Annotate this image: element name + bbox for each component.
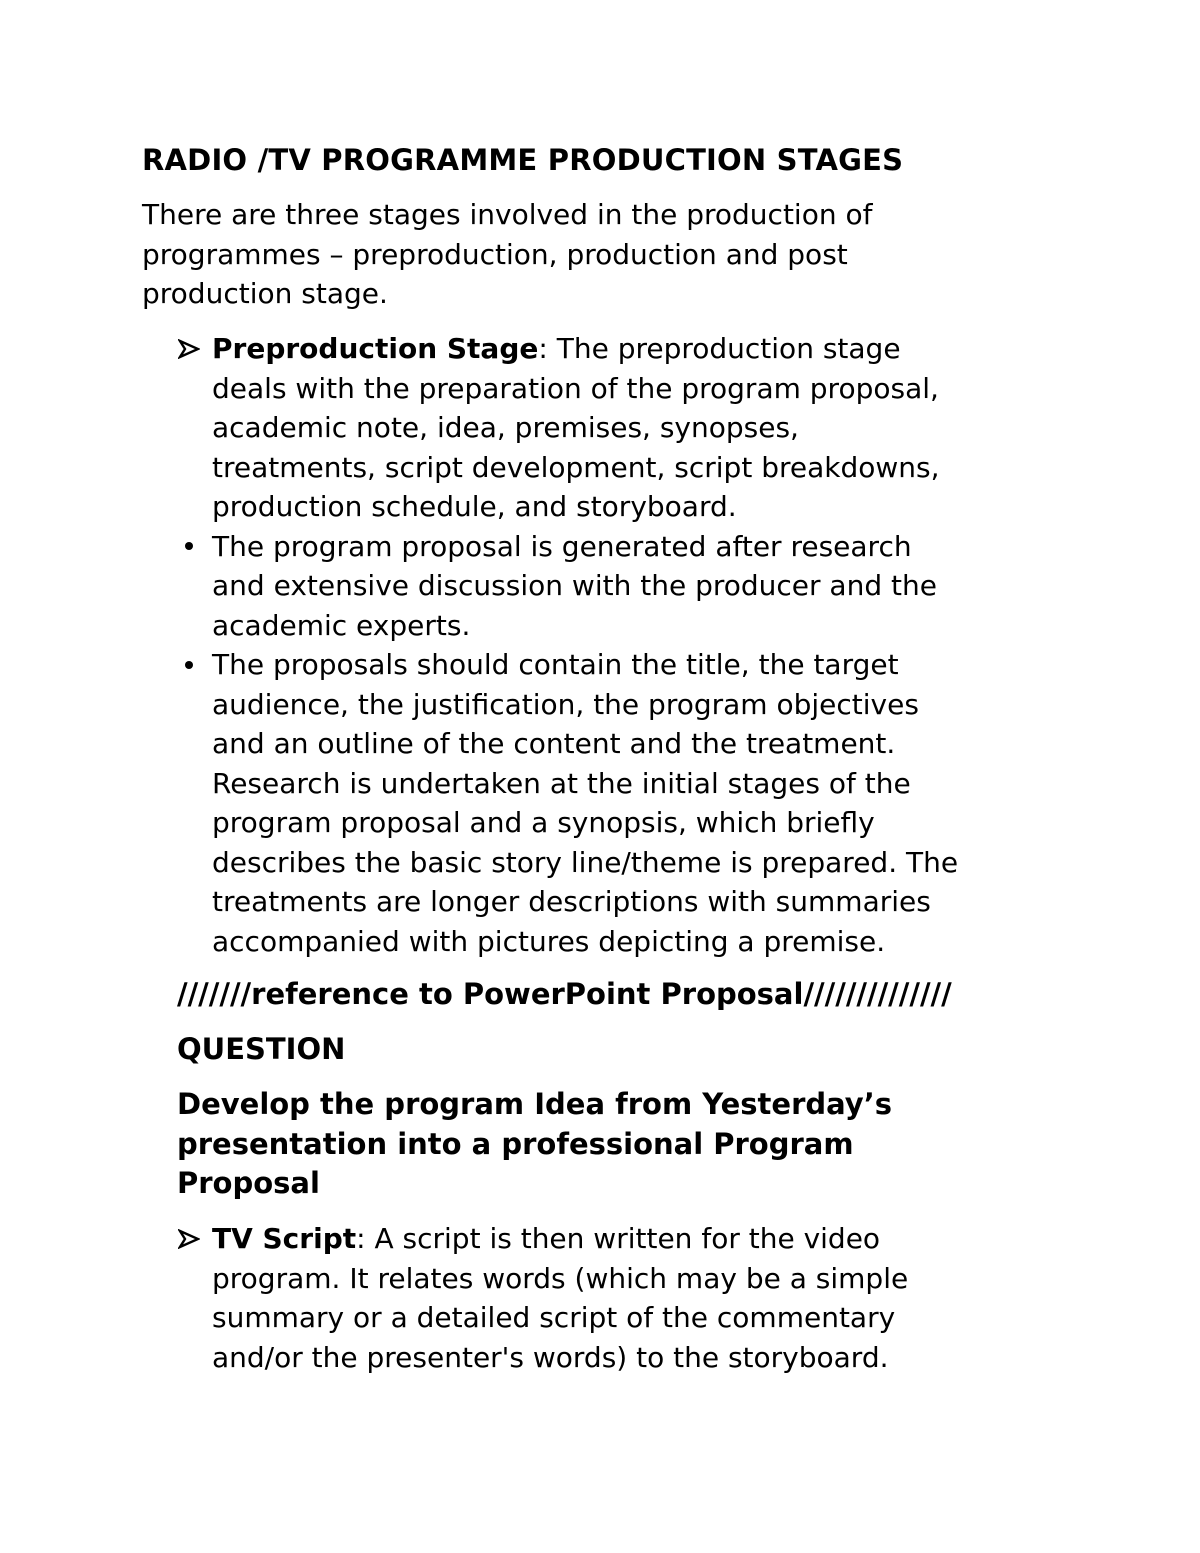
question-heading: QUESTION	[177, 1032, 346, 1066]
bullet-line: The proposals should contain the title, the target	[212, 648, 899, 681]
intro-line: There are three stages involved in the production of	[142, 198, 873, 231]
bullet-line: academic experts.	[212, 608, 471, 642]
tv-script-text: A script is then written for the video	[365, 1222, 881, 1255]
document-title: RADIO /TV PROGRAMME PRODUCTION STAGES	[142, 143, 904, 177]
question-line: presentation into a professional Program	[177, 1126, 854, 1161]
bullet-line: and an outline of the content and the treatment.	[212, 727, 896, 760]
tv-script-colon: :	[356, 1222, 366, 1255]
preproduction-text: The preproduction stage	[547, 332, 901, 365]
tv-script-line: summary or a detailed script of the commentary	[212, 1301, 896, 1334]
bullet-line: treatments are longer descriptions with summaries	[212, 885, 931, 918]
bullet-line: The program proposal is generated after research	[212, 529, 912, 563]
stage-list	[212, 329, 1112, 961]
question-line: Develop the program Idea from Yesterday’s	[177, 1087, 892, 1121]
bullet-line: describes the basic story line/theme is prepared. The	[212, 845, 959, 879]
tv-script-list	[212, 1219, 1112, 1377]
list-item-proposal-generation	[212, 527, 1112, 646]
tv-script-first-line	[212, 1219, 1112, 1259]
bullet-line: Research is undertaken at the initial stages of the	[212, 766, 911, 800]
arrowhead-bullet-icon	[176, 329, 202, 369]
arrowhead-bullet-icon	[176, 1219, 202, 1259]
reference-line: ///////reference to PowerPoint Proposal//////////////	[177, 977, 952, 1011]
tv-script-line: program. It relates words (which may be a simple	[212, 1261, 909, 1295]
intro-paragraph	[142, 195, 1042, 314]
question-line: Proposal	[177, 1166, 320, 1200]
list-item-proposal-contents	[212, 645, 1112, 961]
preproduction-line: academic note, idea, premises, synopses,	[212, 411, 799, 444]
tv-script-line: and/or the presenter's words) to the storyboard.	[212, 1340, 889, 1374]
preproduction-label: Preproduction Stage	[212, 332, 539, 365]
intro-line: programmes – preproduction, production and post	[142, 237, 848, 271]
preproduction-first-line	[212, 329, 1112, 369]
list-item-tv-script	[212, 1219, 1112, 1377]
intro-line: production stage.	[142, 277, 388, 310]
preproduction-line: deals with the preparation of the program proposal,	[212, 371, 939, 405]
preproduction-line: treatments, script development, script breakdowns,	[212, 450, 940, 484]
list-item-preproduction	[212, 329, 1112, 527]
preproduction-line: production schedule, and storyboard.	[212, 490, 737, 523]
tv-script-label: TV Script	[212, 1222, 357, 1255]
question-text	[177, 1085, 892, 1204]
bullet-line: accompanied with pictures depicting a premise.	[212, 924, 886, 958]
round-bullet-icon	[176, 527, 202, 567]
bullet-line: program proposal and a synopsis, which briefly	[212, 806, 875, 839]
bullet-line: and extensive discussion with the producer and the	[212, 569, 937, 602]
bullet-line: audience, the justification, the program objectives	[212, 687, 919, 721]
preproduction-colon: :	[538, 332, 548, 365]
round-bullet-icon	[176, 645, 202, 685]
